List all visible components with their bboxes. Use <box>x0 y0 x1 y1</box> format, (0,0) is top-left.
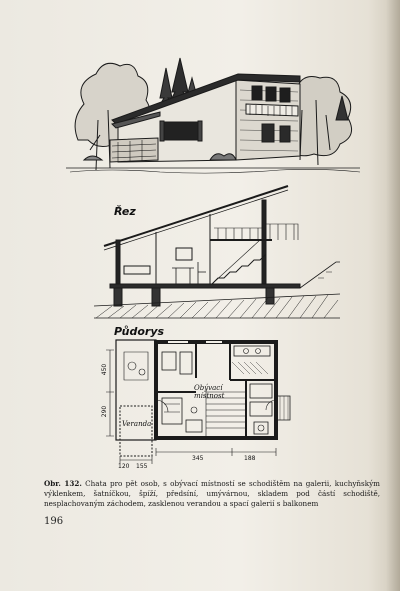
room-label-veranda: Veranda <box>122 420 152 428</box>
room-label-living-line1: Obývací <box>194 384 223 392</box>
dimension-bottom-left-1: 120 <box>118 463 130 470</box>
room-label-living <box>194 384 224 400</box>
floor-plan-drawing <box>106 340 290 464</box>
figure-label: Obr. 132. <box>44 479 82 488</box>
dimension-left-1: 450 <box>101 363 109 376</box>
dimension-width-1: 345 <box>192 455 204 462</box>
caption-text: Chata pro pět osob, s obývací místností se schodištěm na galerii, kuchyňským výklenkem, šatníčkou, špíží, předsíní, umývárnou, skladem pod částí schodiště, nesplachovaným záchodem, zasklenou verandou a spací galerií s balkonem <box>44 479 380 508</box>
dimension-bottom-left-2: 155 <box>136 463 148 470</box>
dimension-width-2: 188 <box>244 455 256 462</box>
room-label-living-line2: místnost <box>194 392 225 400</box>
page-number: 196 <box>44 516 64 527</box>
section-title: Řez <box>114 205 136 218</box>
figure-caption <box>44 479 380 509</box>
dimension-left-2: 290 <box>101 405 109 418</box>
plan-title: Půdorys <box>114 325 165 338</box>
